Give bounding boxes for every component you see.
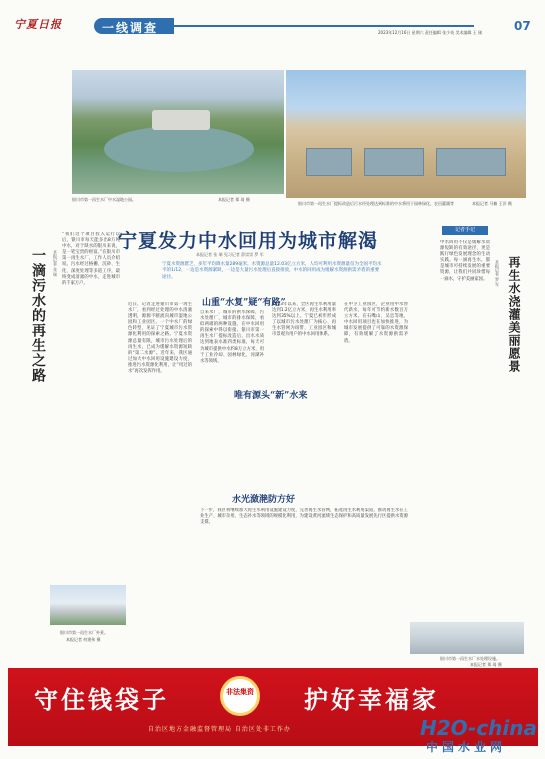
- article-column-3: 2023年以来，全区再生水利用量达到1.2亿立方米，再生水利用率达到35%以上。宁夏已初步形成了以城市污水处理厂为核心、再生水管网为纽带、工业园区和城市景观为用户的中水回用体系。: [272, 302, 336, 338]
- page-header: [8, 8, 538, 48]
- article-column-4: 在中卫工业园区，企业用中水替代新水，每年可节约新水数百万立方米。在石嘴山、吴忠等地，中水回用项目也在加快推进，为城市发展提供了可靠的水资源保障，有效缓解了水资源供需矛盾。: [344, 302, 408, 344]
- article-column-2: 自来水厂，城市的供水保障，污水处理厂，城市的排水保障，看似两端的两种设施，在中水回用的探索中得以衔接。银川市第一再生水厂提标改造后，出水水质达到地表水准四类标准，每天可为城市提供中水约8万立方米，用于工业冷却、园林绿化、河湖补水等领域。: [200, 310, 264, 364]
- left-story-body: “我们这个项目投入运行以后，银川市每天能多出8万吨中水，对于缺水的银川来说，是一笔宝贵的财富。”在银川市第一再生水厂，工作人员介绍说。污水经过格栅、沉砂、生化、深度处理等多道工序，最终变成清澈的中水，走进城市的千家万户。: [62, 232, 120, 286]
- main-lead: 宁夏水资源匮乏，多年平均降水量289毫米，水资源总量12.03亿立方米，人均可利用水资源量仅为全国平均水平的1/12，一边是水资源紧缺，一边是大量污水处理后直接排放，中水的回用成为缓解水资源供需矛盾的重要途径。: [162, 262, 382, 280]
- photo-caption-top-left: 银川市第一再生水厂中水湿地公园。: [72, 197, 136, 202]
- photo-wetland-park: [72, 70, 284, 194]
- photo-treatment-plant: [286, 70, 526, 198]
- photo-caption-bottom-right: 银川市第一再生水厂水处理设施。: [440, 656, 500, 661]
- sidebar-title: 再生水浇灌美丽愿景: [507, 256, 521, 373]
- subheading-1: 山重“水复”疑“有路”: [202, 298, 286, 308]
- photo-caption-top-right: 银川市第一再生水厂提标改造后污水经处理达到标准的中水将用于园林绿化、农田灌溉等: [298, 201, 454, 206]
- issue-meta: 2023年12月16日 星期六 责任编辑 张少英 美术编辑 王 刚: [378, 30, 482, 35]
- ad-slogan-right: 护好幸福家: [304, 685, 439, 714]
- photo-credit-bottom-right: 本报记者 郑 琦 摄: [470, 662, 502, 667]
- header-rule: [174, 25, 474, 27]
- photo-treatment-facility: [410, 622, 524, 654]
- main-headline: 宁夏发力中水回用为城市解渴: [118, 230, 379, 252]
- main-byline: 本报记者 张 瑞 见习记者 薛崇崇 罗 军: [196, 252, 264, 257]
- photo-tank: [364, 148, 424, 176]
- article-column-1: 近日，记者走进银川市第一再生水厂，看到经过处理的中水清澈透明，源源不断流向城市湿地公园和工业园区。一个中水厂的绿色转型，见证了宁夏城市污水资源化利用的探索之路。宁夏水资源总量有限，城市污水处理后的再生水，已成为缓解水资源短缺的“第二水源”。近年来，我区通过加大中水回用设施建设力度，推进污水资源化利用，让“用过的水”再次发挥作用。: [128, 302, 192, 375]
- photo-credit-bottom-left: 本报记者 何建伟 摄: [66, 637, 101, 642]
- sidebar-body: 中水回用不仅是缓解水资源短缺的有效途径，更是践行绿色发展理念的生动实践。每一滴再生水，都是城市可持续发展的重要资源，让我们共同珍惜每一滴水，守护美丽家园。: [440, 240, 490, 282]
- article-bottom-text: 下一步，我区将继续加大再生水利用设施建设力度，完善再生水管网，拓宽再生水利用渠道，推动再生水在工业生产、城市杂用、生态补水等领域的规模化利用，为建设黄河流域生态保护和高质量发展先行区提供水资源支撑。: [200, 508, 408, 526]
- ad-seal-text: 非法集资: [226, 688, 254, 696]
- photo-pond: [104, 126, 254, 172]
- left-story-byline: 本报记者 张 瑞: [53, 250, 58, 277]
- ad-seal-icon: [220, 676, 260, 716]
- photo-plant-exterior: [50, 585, 126, 625]
- photo-tank: [436, 148, 506, 176]
- subheading-2: 唯有源头“新”水来: [234, 391, 308, 401]
- photo-credit-top-left: 本报记者 郑 琦 摄: [218, 197, 250, 202]
- photo-building: [152, 110, 210, 130]
- photo-credit-top-right: 本报记者 马楠 王洋 摄: [472, 201, 512, 206]
- watermark-site: 中国水业网: [426, 740, 507, 754]
- newspaper-logo: 宁夏日报: [14, 18, 62, 31]
- watermark-brand: H2O-china: [420, 716, 538, 740]
- section-title: 一线调查: [102, 21, 159, 35]
- page-number: 07: [514, 19, 531, 33]
- sidebar-tag: 记者手记: [442, 226, 488, 235]
- left-story-title: 一滴污水的再生之路: [30, 248, 46, 383]
- sidebar-byline: 本报记者 罗 军: [495, 260, 500, 287]
- photo-tank: [306, 148, 352, 176]
- subheading-3: 水光潋滟防方好: [232, 495, 296, 505]
- ad-slogan-left: 守住钱袋子: [34, 685, 169, 714]
- ad-organization: 自治区地方金融监督管理局 自治区处非工作办: [148, 726, 291, 733]
- photo-caption-bottom-left: 银川市第一再生水厂外景。: [60, 630, 108, 635]
